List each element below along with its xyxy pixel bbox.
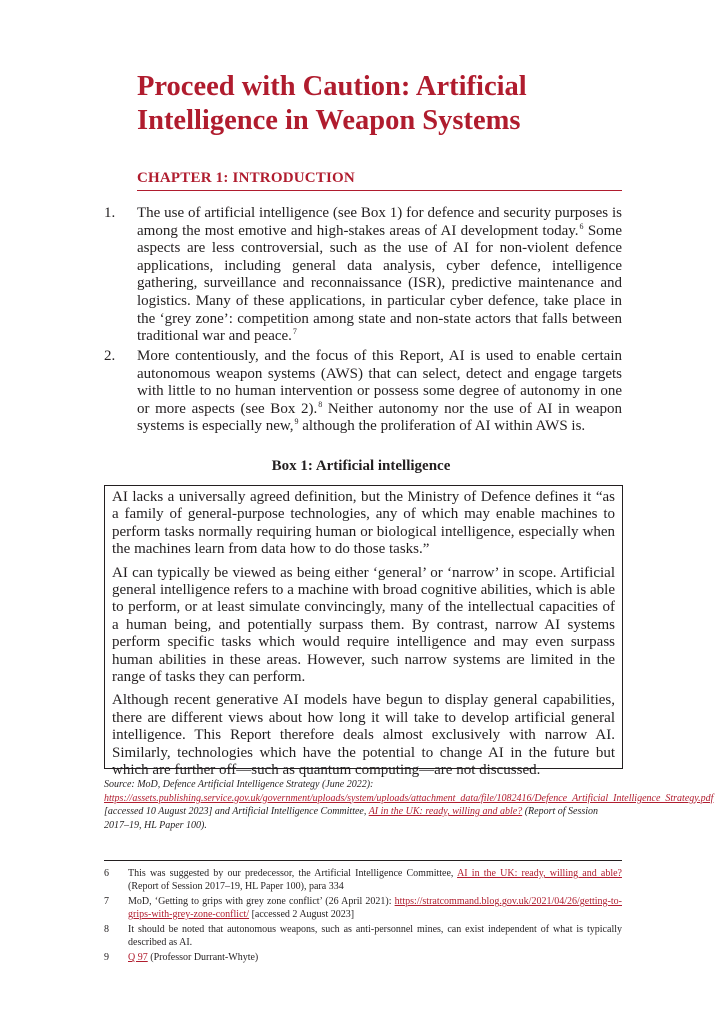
source-link-ai-committee[interactable]: AI in the UK: ready, willing and able?: [368, 806, 523, 817]
paragraph-text: [137, 348, 622, 436]
paragraph-text-part: Neither autonomy nor the use of AI in weapon systems is especially new,: [137, 400, 622, 435]
chapter-heading: CHAPTER 1: INTRODUCTION: [137, 170, 622, 191]
footnote-number: 9: [104, 952, 109, 963]
paragraph-text-part: although the proliferation of AI within AWS is.: [298, 418, 586, 435]
box-1-artificial-intelligence: [104, 485, 623, 779]
footnote-text-after: [accessed 2 August 2023]: [249, 909, 355, 920]
paragraph-text-part: More contentiously, and the focus of this Report, AI is used to enable certain autonomous weapon systems (AWS) that can select, detect and engage targets with little to no human intervention or possess some degree of autonomy in one or more aspects (see Box 2).: [137, 348, 622, 417]
source-prefix: Source: MoD, Defence Artificial Intelligence Strategy (June 2022):: [104, 779, 374, 790]
footnote-number: 6: [104, 868, 109, 879]
footnote-number: 8: [104, 924, 109, 935]
box-heading: Box 1: Artificial intelligence: [271, 458, 451, 474]
paragraph-number: 1.: [104, 205, 116, 221]
paragraph-text-part: Some aspects are less controversial, such as the use of AI for non-violent defence applications, including general data analysis, cyber defence, intelligence gathering, surveillance and reconnaissance (ISR), predictive maintenance and logistics. Many of these applications, in particular cyber defence, take place in the ‘grey zone’: competition among state and non-state actors that falls between traditional war and peace.: [137, 222, 623, 345]
paragraph-2: [104, 348, 622, 436]
paragraph-number: 2.: [104, 348, 116, 364]
footnote-ref-9[interactable]: 9: [294, 417, 299, 427]
footnote-number: 7: [104, 896, 109, 907]
box-paragraph: Although recent generative AI models have begun to display general capabilities, there are different views about how long it will take to develop artificial general intelligence. This Report therefore deals almost exclusively with narrow AI. Similarly, technologies which have the potential to change AI in the future but which are further off—such as quantum computing—are not discussed.: [112, 692, 615, 779]
footnote-link[interactable]: https://stratcommand.blog.gov.uk/2021/04/26/getting-to-grips-with-grey-zone-conflict/: [128, 896, 622, 920]
footnote-6: [104, 867, 622, 893]
footnote-7: [104, 895, 622, 921]
box-paragraph: AI can typically be viewed as being either ‘general’ or ‘narrow’ in scope. Artificial general intelligence refers to a machine with broad cognitive abilities, which is able to perform, or at least simulate convincingly, many of the intellectual capacities of a human being, and potentially surpass them. By contrast, narrow AI systems perform specific tasks which would require intelligence and may even surpass human abilities in these areas. However, such narrow systems are limited in the range of tasks they can perform.: [112, 564, 615, 686]
footnote-text: MoD, ‘Getting to grips with grey zone conflict’ (26 April 2021):: [128, 896, 395, 907]
footnote-ref-8[interactable]: 8: [318, 399, 323, 409]
footnote-text-after: (Professor Durrant-Whyte): [147, 952, 259, 963]
page-title: Proceed with Caution: Artificial Intelligence in Weapon Systems: [137, 71, 527, 136]
box-paragraph: AI lacks a universally agreed definition, but the Ministry of Defence defines it “as a family of general-purpose technologies, any of which may enable machines to perform tasks normally requiring human or biological intelligence, especially when the machines learn from data how to do those tasks.”: [112, 489, 615, 558]
footnote-link[interactable]: AI in the UK: ready, willing and able?: [457, 868, 622, 879]
footnote-link[interactable]: Q 97: [128, 952, 148, 963]
footnote-text: This was suggested by our predecessor, the Artificial Intelligence Committee,: [128, 868, 458, 879]
footnote-divider: [104, 860, 622, 861]
footnote-9: [104, 951, 622, 964]
footnote-text-after: (Report of Session 2017–19, HL Paper 100), para 334: [128, 881, 344, 892]
source-suffix: (Report of Session 2017–19, HL Paper 100).: [104, 806, 599, 831]
source-middle: [accessed 10 August 2023] and Artificial Intelligence Committee,: [104, 806, 369, 817]
footnotes: [104, 867, 622, 966]
paragraph-text: [137, 205, 622, 346]
source-link-strategy[interactable]: https://assets.publishing.service.gov.uk/government/uploads/system/uploads/attachment_data/file/1082416/Defence_Artificial_Intelligence_Strategy.pdf: [104, 792, 714, 804]
paragraph-text-part: The use of artificial intelligence (see Box 1) for defence and security purposes is among the most emotive and high-stakes areas of AI development today.: [137, 205, 622, 239]
box-source: [104, 778, 714, 832]
paragraph-1: [104, 205, 622, 346]
footnote-text: It should be noted that autonomous weapons, such as anti-personnel mines, can exist independent of what is typically described as AI.: [128, 924, 622, 948]
footnote-ref-7[interactable]: 7: [292, 327, 297, 337]
footnote-ref-6[interactable]: 6: [579, 221, 584, 231]
footnote-8: [104, 923, 622, 949]
